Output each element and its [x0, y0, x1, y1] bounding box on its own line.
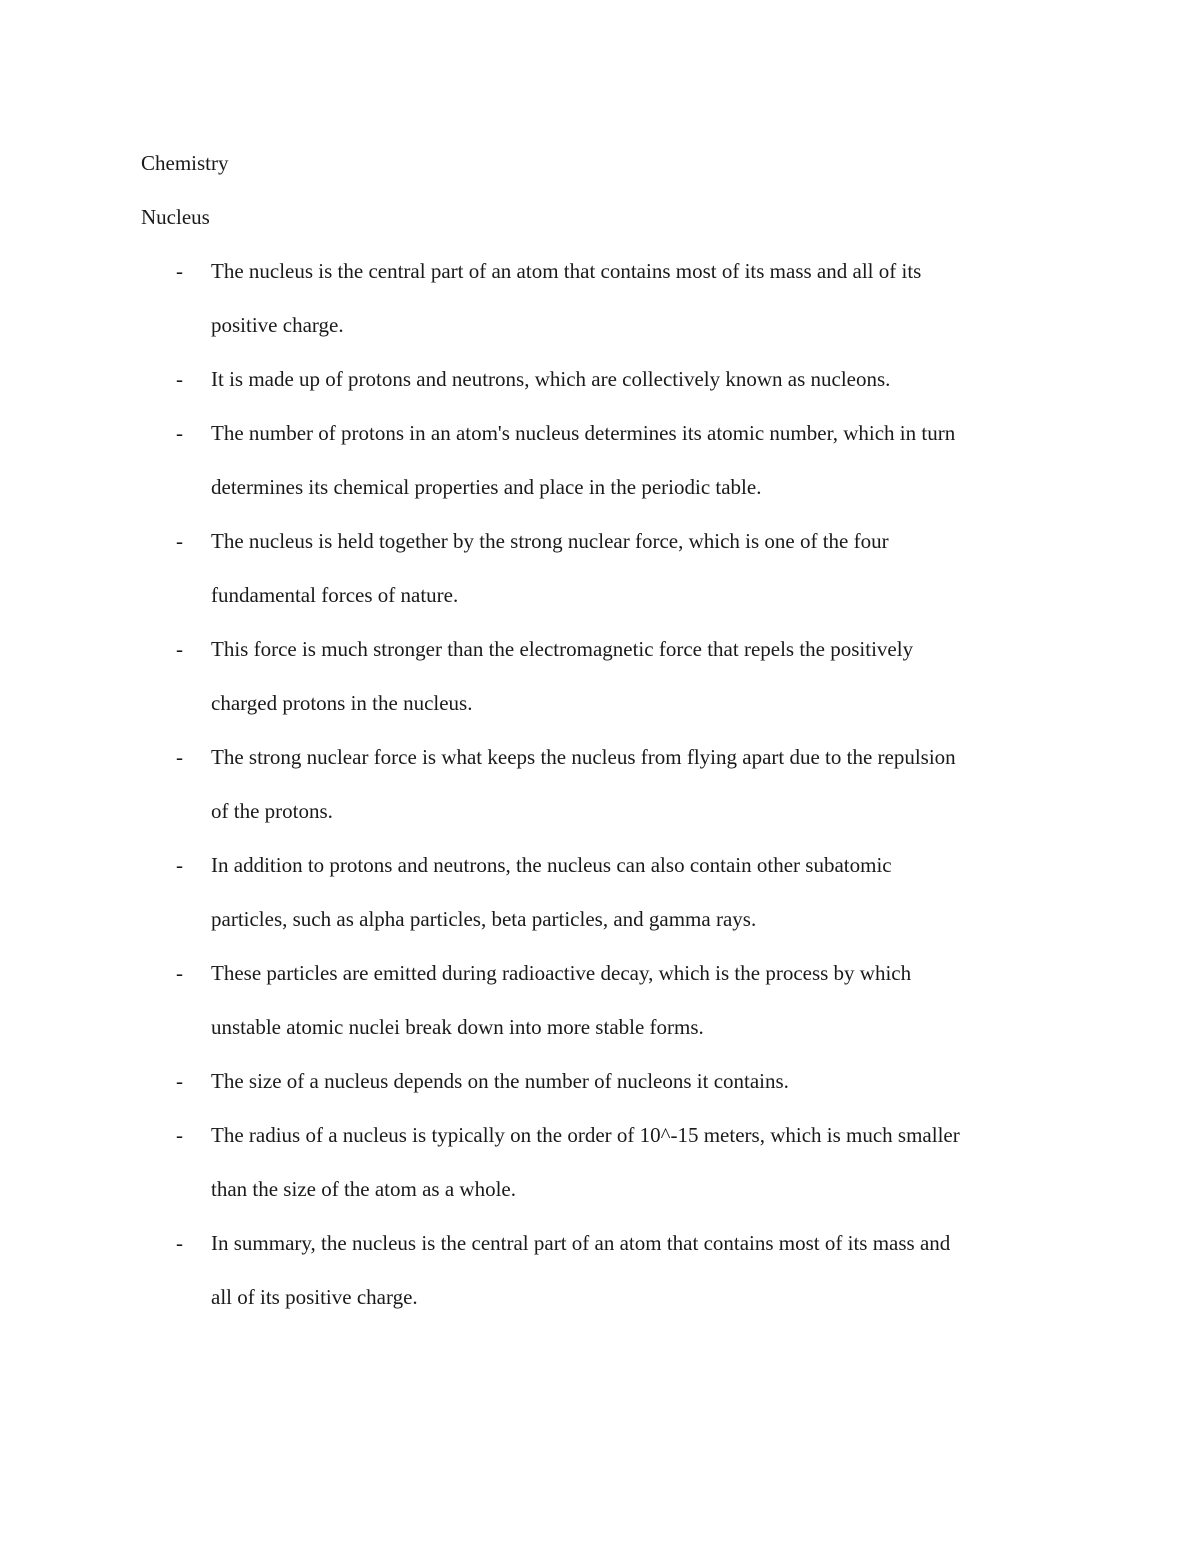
bullet-dash: - — [176, 1123, 183, 1147]
subject-heading: Chemistry — [141, 151, 229, 175]
bullet-line: The nucleus is the central part of an atom that contains most of its mass and all of its — [211, 259, 922, 283]
list-item — [141, 514, 1061, 622]
bullet-dash: - — [176, 259, 183, 283]
bullet-text — [211, 946, 1061, 1054]
bullet-line: These particles are emitted during radioactive decay, which is the process by which — [211, 961, 912, 985]
bullet-text — [211, 352, 1061, 406]
bullet-dash: - — [176, 1069, 183, 1093]
bullet-dash: - — [176, 637, 183, 661]
list-item — [141, 406, 1061, 514]
bullet-dash: - — [176, 745, 183, 769]
bullet-line: all of its positive charge. — [211, 1285, 418, 1309]
bullet-line: determines its chemical properties and place in the periodic table. — [211, 475, 762, 499]
list-item — [141, 352, 1061, 406]
bullet-line: It is made up of protons and neutrons, which are collectively known as nucleons. — [211, 367, 891, 391]
bullet-text — [211, 1054, 1061, 1108]
list-item — [141, 730, 1061, 838]
bullet-line: In addition to protons and neutrons, the nucleus can also contain other subatomic — [211, 853, 892, 877]
bullet-line: In summary, the nucleus is the central part of an atom that contains most of its mass and — [211, 1231, 951, 1255]
document-body — [141, 136, 1061, 1324]
list-item — [141, 946, 1061, 1054]
list-item — [141, 838, 1061, 946]
bullet-line: charged protons in the nucleus. — [211, 691, 473, 715]
bullet-list — [141, 244, 1061, 1324]
bullet-line: unstable atomic nuclei break down into more stable forms. — [211, 1015, 704, 1039]
bullet-line: The number of protons in an atom's nucleus determines its atomic number, which in turn — [211, 421, 956, 445]
list-item — [141, 1216, 1061, 1324]
bullet-dash: - — [176, 529, 183, 553]
bullet-line: This force is much stronger than the electromagnetic force that repels the positively — [211, 637, 914, 661]
bullet-line: than the size of the atom as a whole. — [211, 1177, 516, 1201]
bullet-text — [211, 244, 1061, 352]
bullet-dash: - — [176, 367, 183, 391]
bullet-text — [211, 622, 1061, 730]
topic-heading: Nucleus — [141, 205, 210, 229]
bullet-text — [211, 838, 1061, 946]
bullet-line: positive charge. — [211, 313, 344, 337]
bullet-text — [211, 730, 1061, 838]
bullet-dash: - — [176, 853, 183, 877]
bullet-dash: - — [176, 961, 183, 985]
bullet-line: fundamental forces of nature. — [211, 583, 459, 607]
bullet-line: The strong nuclear force is what keeps the nucleus from flying apart due to the repulsion — [211, 745, 956, 769]
bullet-text — [211, 514, 1061, 622]
bullet-line: The size of a nucleus depends on the number of nucleons it contains. — [211, 1069, 789, 1093]
bullet-text — [211, 1108, 1061, 1216]
bullet-line: The radius of a nucleus is typically on the order of 10^-15 meters, which is much smaller — [211, 1123, 960, 1147]
list-item — [141, 622, 1061, 730]
bullet-dash: - — [176, 421, 183, 445]
bullet-text — [211, 1216, 1061, 1324]
bullet-line: particles, such as alpha particles, beta particles, and gamma rays. — [211, 907, 757, 931]
bullet-line: The nucleus is held together by the strong nuclear force, which is one of the four — [211, 529, 889, 553]
bullet-line: of the protons. — [211, 799, 333, 823]
list-item — [141, 1054, 1061, 1108]
list-item — [141, 244, 1061, 352]
list-item — [141, 1108, 1061, 1216]
bullet-dash: - — [176, 1231, 183, 1255]
bullet-text — [211, 406, 1061, 514]
